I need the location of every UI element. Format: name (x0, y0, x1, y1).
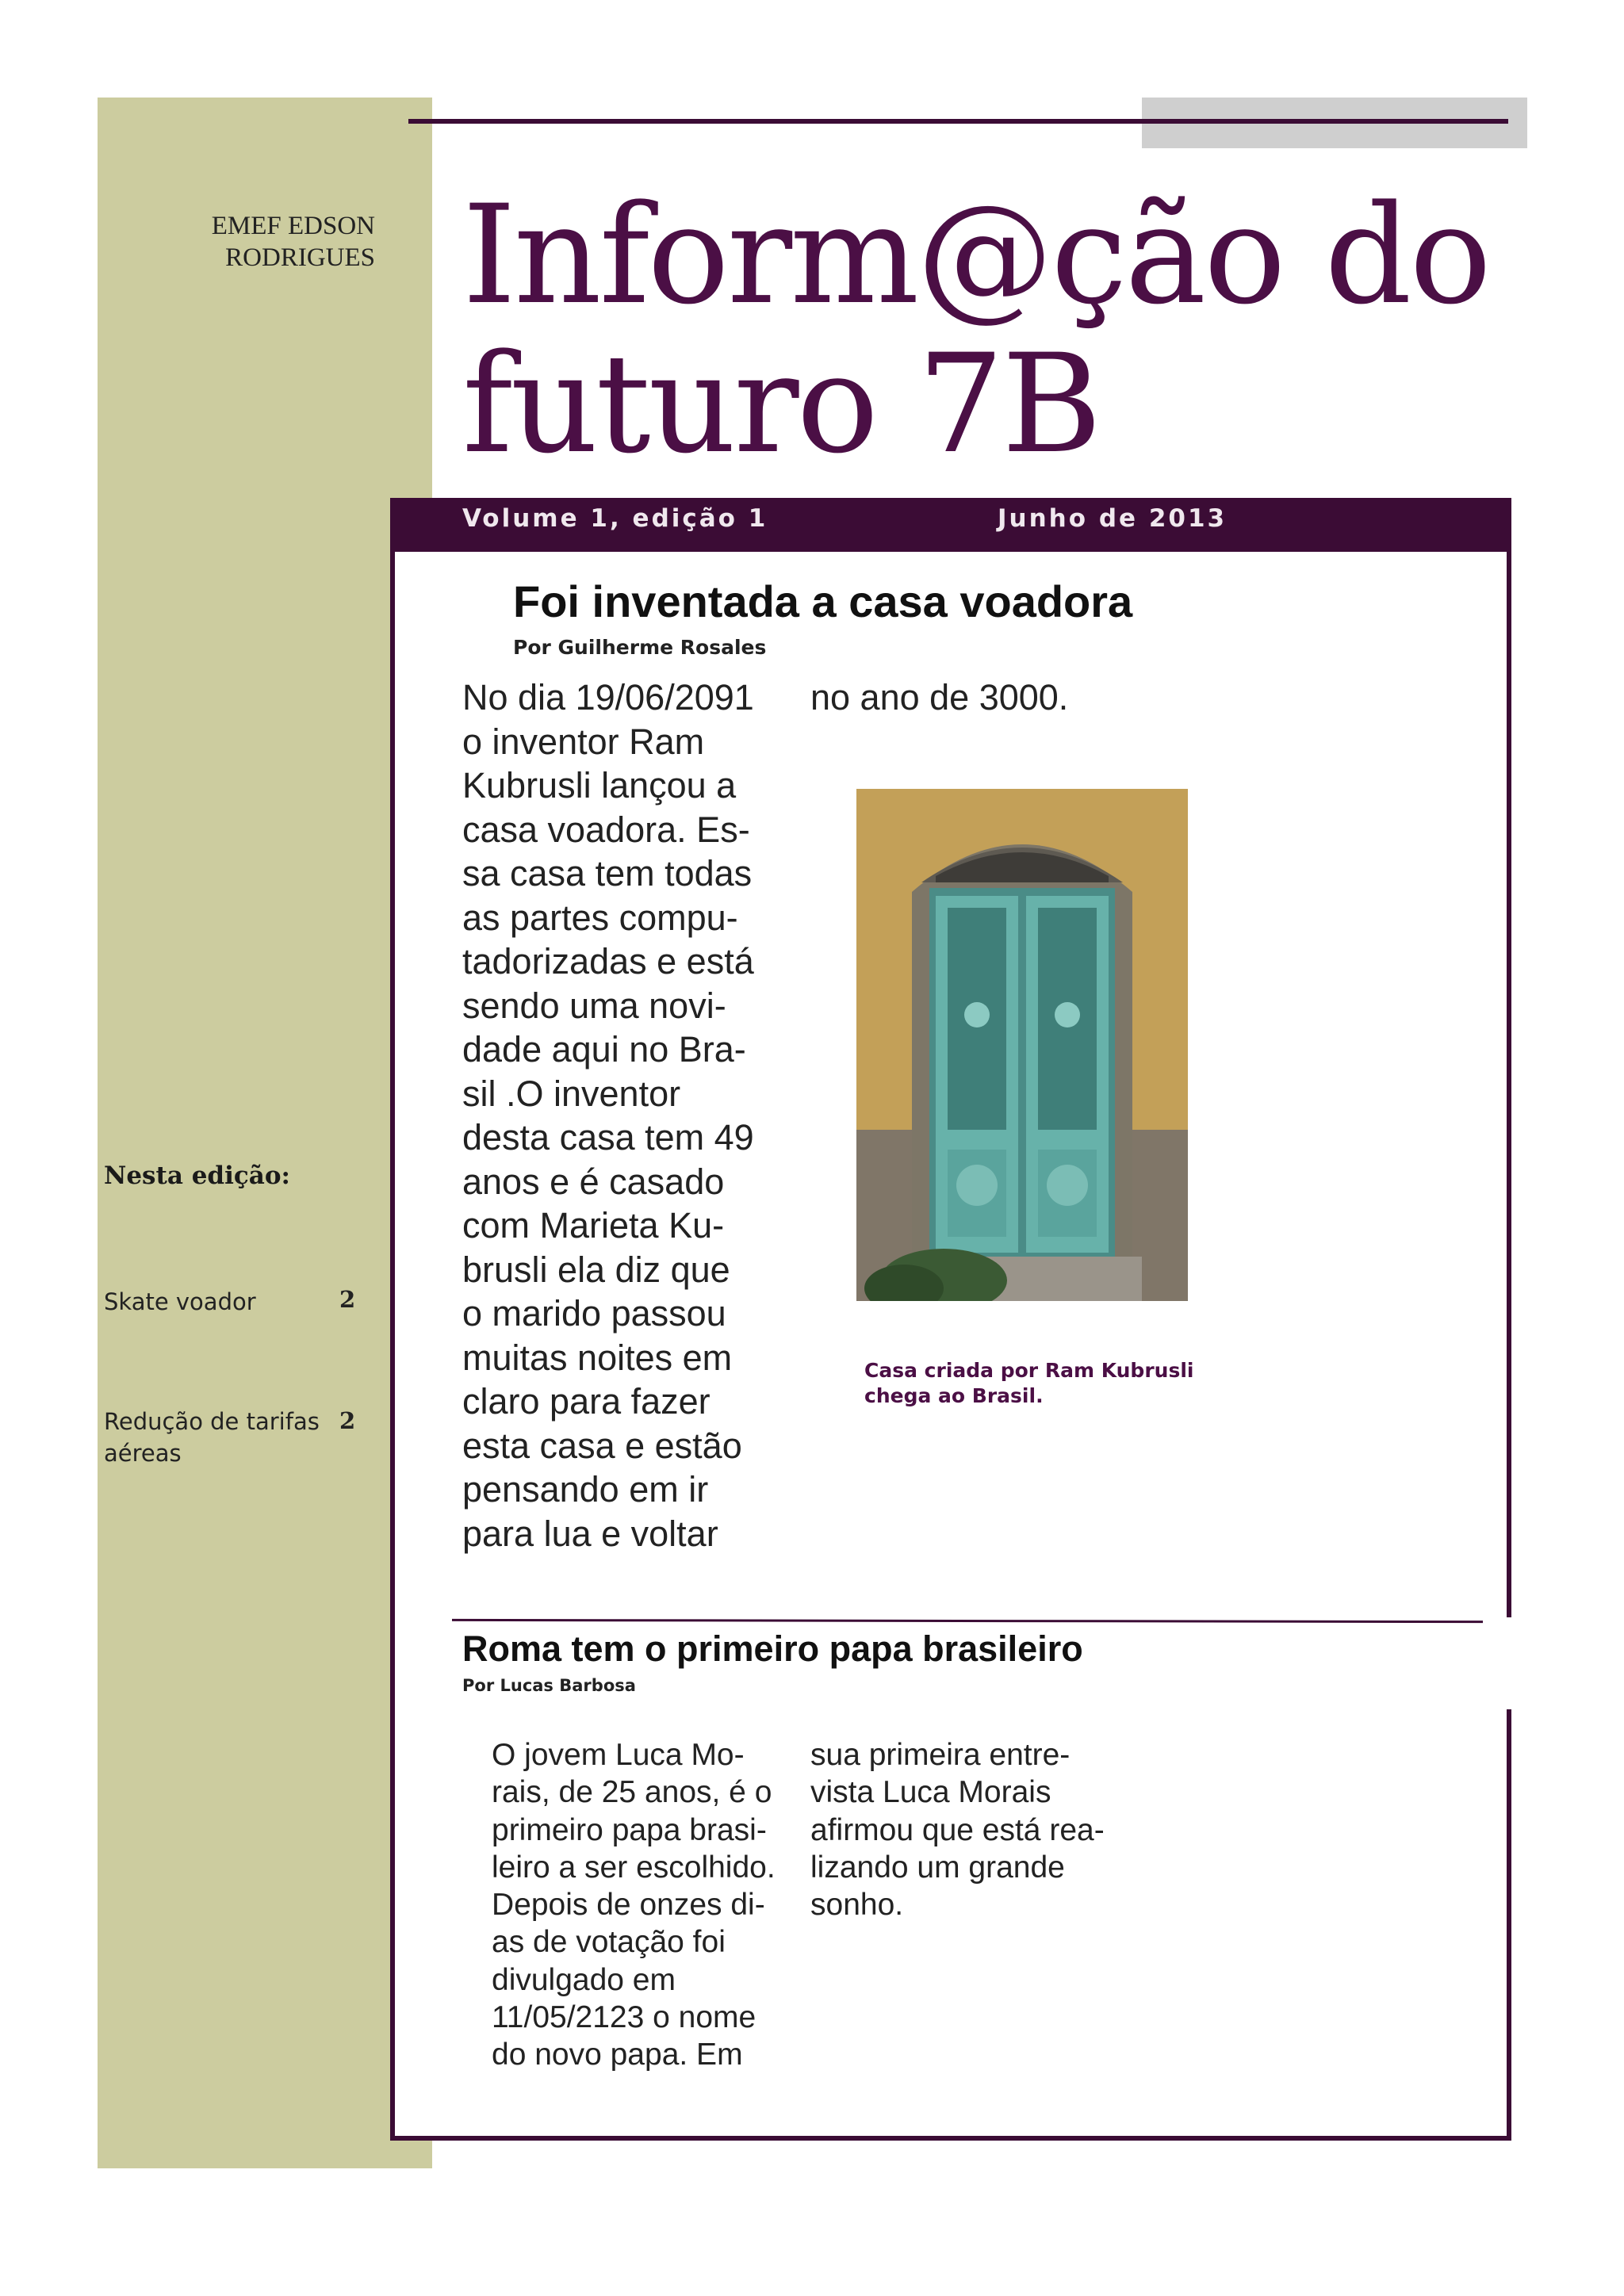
photo-caption: Casa criada por Ram Kubrusli chega ao Brasil. (864, 1359, 1194, 1407)
toc-item-page: 2 (339, 1286, 356, 1313)
text-line: lizando um grande (810, 1850, 1065, 1885)
school-name: EMEF EDSON RODRIGUES (211, 212, 375, 272)
sidebar-panel (98, 98, 432, 2168)
toc-heading: Nesta edição: (104, 1161, 290, 1190)
text-line: para lua e voltar (462, 1513, 718, 1554)
toc-item-page: 2 (339, 1407, 356, 1434)
newsletter-title (462, 175, 1557, 484)
toc-item-skate[interactable] (104, 1286, 256, 1318)
text-line: afirmou que está rea- (810, 1812, 1105, 1847)
text-line: desta casa tem 49 (462, 1117, 754, 1158)
text-line: tadorizadas e está (462, 941, 754, 982)
text-line: leiro a ser escolhido. (492, 1850, 776, 1885)
text-line: Kubrusli lançou a (462, 765, 737, 806)
text-line: Depois de onzes di- (492, 1888, 765, 1923)
text-line: esta casa e estão (462, 1425, 742, 1466)
text-line: divulgado em (492, 1962, 676, 1997)
text-line: 11/05/2123 o nome (492, 2000, 756, 2035)
text-line: rais, de 25 anos, é o (492, 1775, 772, 1810)
door-photo (856, 789, 1188, 1301)
article1-title: Foi inventada a casa voadora (513, 576, 1133, 626)
text-line: com Marieta Ku- (462, 1205, 725, 1246)
text-line: do novo papa. Em (492, 2038, 743, 2072)
text-line: sendo uma novi- (462, 985, 726, 1026)
text-line: as de votação foi (492, 1925, 726, 1960)
text-line: primeiro papa brasi- (492, 1812, 767, 1847)
header-rule (408, 119, 1508, 124)
text-line: sua primeira entre- (810, 1738, 1071, 1772)
text-line: o inventor Ram (462, 721, 705, 762)
text-line: O jovem Luca Mo- (492, 1738, 745, 1772)
article1-column-2 (810, 675, 1143, 720)
text-line: muitas noites em (462, 1337, 733, 1378)
text-line: sonho. (810, 1888, 904, 1923)
text-line: pensando em ir (462, 1469, 709, 1510)
text-line: brusli ela diz que (462, 1249, 730, 1290)
toc-item-label-cont: aéreas (104, 1440, 182, 1467)
frame-gap (1503, 1617, 1519, 1709)
article2-column-2 (810, 1736, 1128, 1923)
volume-label: Volume 1, edição 1 (462, 504, 768, 533)
toc-item-label: Redução de tarifas (104, 1408, 320, 1435)
text-line: as partes compu- (462, 897, 738, 938)
article2-title: Roma tem o primeiro papa brasileiro (462, 1628, 1083, 1669)
text-line: sa casa tem todas (462, 853, 753, 894)
toc-item-tarifas[interactable] (104, 1406, 320, 1469)
text-line: claro para fazer (462, 1381, 710, 1422)
title-line-2: futuro 7B (462, 324, 1100, 484)
text-line: o marido passou (462, 1293, 726, 1334)
text-line: casa voadora. Es- (462, 809, 750, 850)
issue-date: Junho de 2013 (998, 504, 1228, 533)
article2-byline: Por Lucas Barbosa (462, 1676, 636, 1695)
text-line: sil .O inventor (462, 1073, 681, 1114)
toc-item-label: Skate voador (104, 1288, 256, 1315)
text-line: anos e é casado (462, 1161, 725, 1202)
article2-column-1 (492, 1736, 809, 2074)
text-line: No dia 19/06/2091 (462, 677, 754, 718)
door-illustration (856, 789, 1188, 1301)
title-line-1: Inform@ção do (462, 175, 1490, 335)
text-line: vista Luca Morais (810, 1775, 1051, 1810)
article1-byline: Por Guilherme Rosales (513, 636, 767, 659)
text-line: dade aqui no Bra- (462, 1029, 746, 1070)
article1-column-1 (462, 675, 795, 1556)
text-line: no ano de 3000. (810, 677, 1069, 718)
